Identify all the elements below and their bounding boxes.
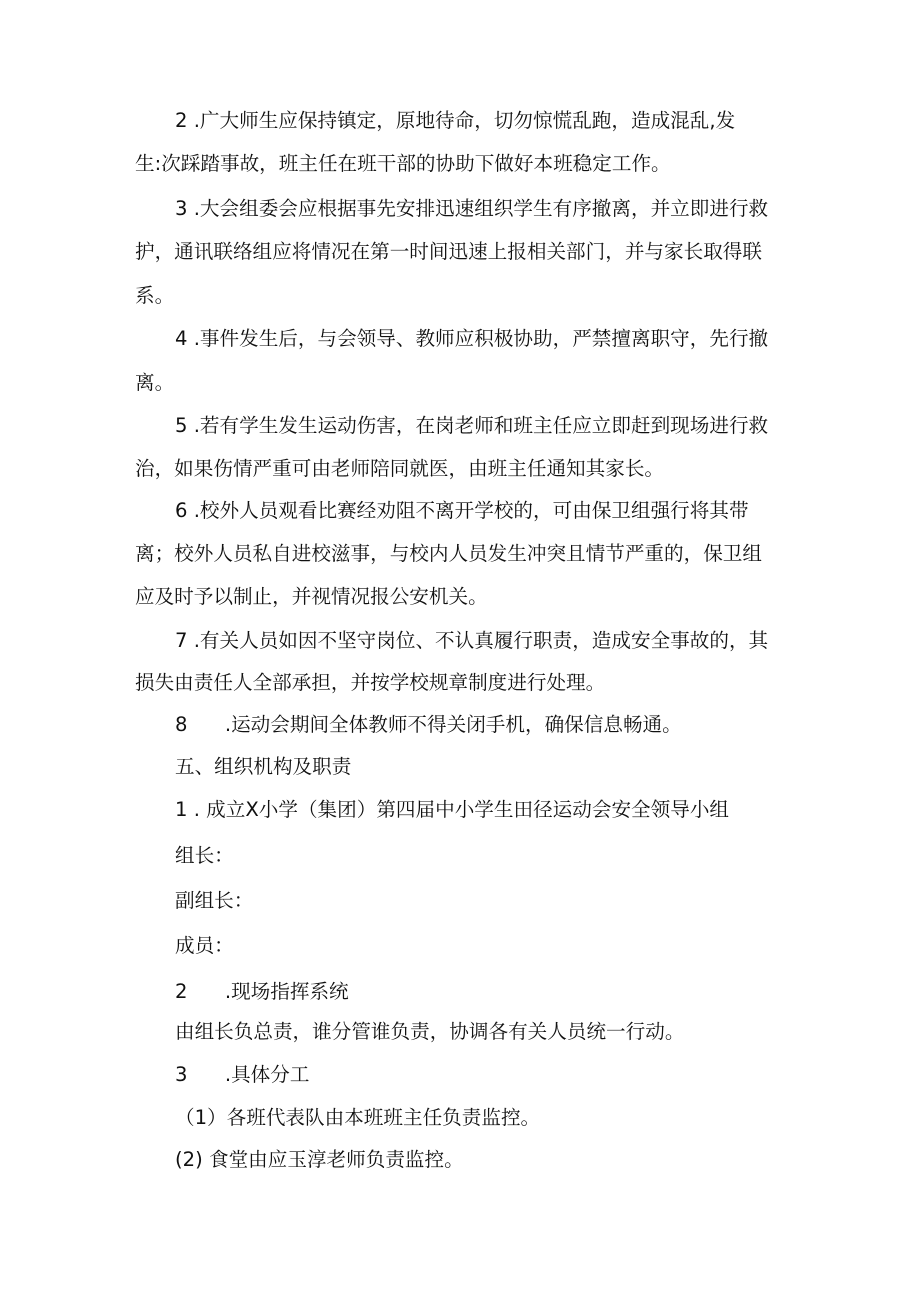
division-2: (2) 食堂由应玉淳老师负责监控。 <box>175 1148 464 1171</box>
item-5-line-1: 5 .若有学生发生运动伤害，在岗老师和班主任应立即赶到现场进行救 <box>175 414 769 437</box>
command-description: 由组长负总责，谁分管谁负责，协调各有关人员统一行动。 <box>175 1020 685 1043</box>
division-1: （1）各班代表队由本班班主任负责监控。 <box>175 1106 541 1129</box>
item-6-line-3: 应及时予以制止，并视情况报公安机关。 <box>135 585 488 608</box>
org-item-2: 2 .现场指挥系统 <box>175 980 349 1003</box>
item-2-line-2: 生:次踩踏事故，班主任在班干部的协助下做好本班稳定工作。 <box>135 152 671 175</box>
org-item-3: 3 .具体分工 <box>175 1063 310 1086</box>
team-leader-label: 组长： <box>175 844 234 867</box>
item-3-line-2: 护，通讯联络组应将情况在第一时间迅速上报相关部门，并与家长取得联 <box>135 240 762 263</box>
item-8-line-1: 8 .运动会期间全体教师不得关闭手机，确保信息畅通。 <box>175 713 682 736</box>
members-label: 成员： <box>175 934 234 957</box>
item-7-line-1: 7 .有关人员如因不坚守岗位、不认真履行职责，造成安全事故的，其 <box>175 629 769 652</box>
deputy-leader-label: 副组长： <box>175 889 254 912</box>
item-3-line-3: 系。 <box>135 284 175 307</box>
item-6-line-2: 离；校外人员私自进校滋事，与校内人员发生冲突且情节严重的，保卫组 <box>135 542 762 565</box>
item-6-line-1: 6 .校外人员观看比赛经劝阻不离开学校的，可由保卫组强行将其带 <box>175 499 749 522</box>
item-2-line-1: 2 .广大师生应保持镇定，原地待命，切勿惊慌乱跑，造成混乱,发 <box>175 109 736 132</box>
item-7-line-2: 损失由责任人全部承担，并按学校规章制度进行处理。 <box>135 671 606 694</box>
section-heading: 五、组织机构及职责 <box>175 755 352 778</box>
org-item-1: 1 . 成立X小学（集团）第四届中小学生田径运动会安全领导小组 <box>175 798 730 821</box>
item-4-line-2: 离。 <box>135 371 175 394</box>
item-3-line-1: 3 .大会组委会应根据事先安排迅速组织学生有序撤离，并立即进行救 <box>175 197 769 220</box>
item-4-line-1: 4 .事件发生后，与会领导、教师应积极协助，严禁擅离职守，先行撤 <box>175 327 769 350</box>
item-5-line-2: 治，如果伤情严重可由老师陪同就医，由班主任通知其家长。 <box>135 457 665 480</box>
